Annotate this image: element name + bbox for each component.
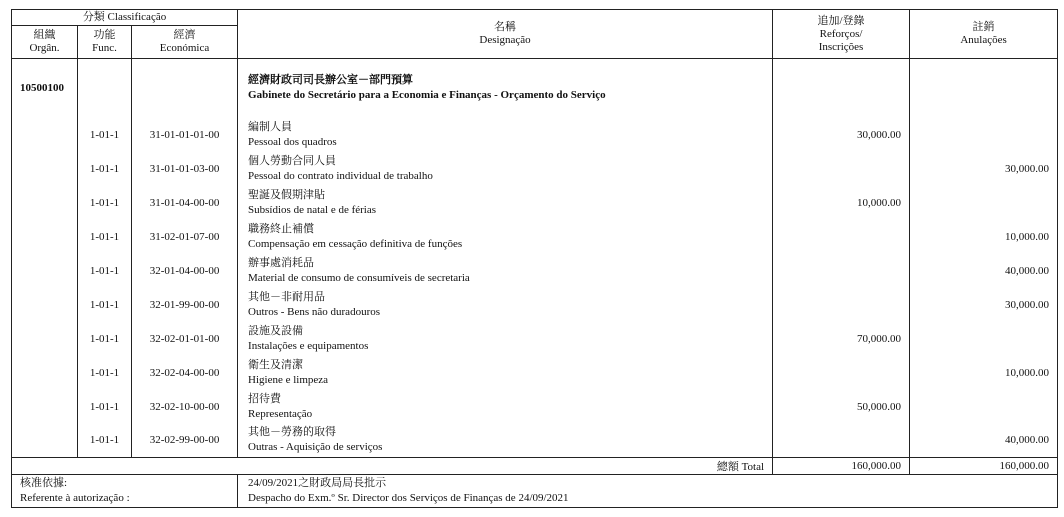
classificacao-header: 分類 Classificação	[12, 10, 238, 26]
reforco-amount: 30,000.00	[773, 118, 910, 152]
anulacao-amount: 10,000.00	[910, 356, 1058, 390]
designacao-zh: 招待費	[248, 392, 282, 405]
organica-cell	[12, 118, 78, 152]
designacao-pt: Subsídios de natal e de férias	[248, 203, 377, 216]
economica-code: 32-02-10-00-00	[132, 390, 238, 424]
designacao-pt: Compensação em cessação definitiva de funções	[248, 237, 463, 250]
budget-line-row	[12, 220, 1058, 254]
designacao-pt: Outras - Aquisição de serviços	[248, 441, 383, 454]
organica-header: 組織 Orgân.	[12, 26, 78, 59]
budget-line-row	[12, 322, 1058, 356]
organica-code: 10500100	[12, 71, 78, 106]
anulacao-amount	[910, 390, 1058, 424]
reforco-amount: 10,000.00	[773, 186, 910, 220]
organica-cell	[12, 254, 78, 288]
designacao-zh: 編制人員	[248, 120, 293, 133]
anulacao-amount	[910, 322, 1058, 356]
designacao-zh: 衛生及清潔	[248, 358, 304, 371]
designacao-zh: 職務終止補償	[248, 222, 315, 235]
designacao-cell	[238, 254, 773, 288]
designacao-cell	[238, 288, 773, 322]
total-reforcos: 160,000.00	[773, 458, 910, 475]
reforco-amount: 50,000.00	[773, 390, 910, 424]
funcional-code: 1-01-1	[78, 288, 132, 322]
budget-line-row	[12, 424, 1058, 458]
budget-line-row	[12, 152, 1058, 186]
budget-line-row	[12, 254, 1058, 288]
economica-code: 31-01-01-03-00	[132, 152, 238, 186]
total-row	[12, 458, 1058, 475]
anulacao-amount: 40,000.00	[910, 254, 1058, 288]
economica-code: 31-02-01-07-00	[132, 220, 238, 254]
authorization-text: 24/09/2021之財政局局長批示 Despacho do Exm.º Sr. Director dos Serviços de Finanças de 24/09/2021	[238, 475, 1058, 508]
economica-code: 31-01-01-01-00	[132, 118, 238, 152]
reforco-amount: 70,000.00	[773, 322, 910, 356]
designacao-cell	[238, 186, 773, 220]
designacao-pt: Instalações e equipamentos	[248, 339, 369, 352]
economica-header: 經濟 Económica	[132, 26, 238, 59]
organica-cell	[12, 152, 78, 186]
funcional-code: 1-01-1	[78, 322, 132, 356]
anulacoes-header: 註銷 Anulações	[910, 10, 1058, 59]
designacao-cell	[238, 118, 773, 152]
reforco-amount	[773, 152, 910, 186]
footer-row	[12, 475, 1058, 508]
reforcos-header: 追加/登錄 Reforços/ Inscrições	[773, 10, 910, 59]
authorization-label: 核准依據: Referente à autorização :	[12, 475, 238, 508]
designacao-cell	[238, 322, 773, 356]
funcional-code: 1-01-1	[78, 186, 132, 220]
budget-line-row	[12, 118, 1058, 152]
reforco-amount	[773, 220, 910, 254]
organica-cell	[12, 220, 78, 254]
designacao-zh: 設施及設備	[248, 324, 304, 337]
budget-line-row	[12, 288, 1058, 322]
funcional-header: 功能 Func.	[78, 26, 132, 59]
anulacao-amount	[910, 186, 1058, 220]
economica-code: 32-02-99-00-00	[132, 424, 238, 458]
section-title: 經濟財政司司長辦公室－部門預算 Gabinete do Secretário para a Economia e Finanças - Orçamento do Serviço	[238, 71, 773, 106]
anulacao-amount: 10,000.00	[910, 220, 1058, 254]
organica-cell	[12, 424, 78, 458]
reforco-amount	[773, 288, 910, 322]
reforco-amount	[773, 356, 910, 390]
designacao-pt: Higiene e limpeza	[248, 373, 329, 386]
budget-line-row	[12, 390, 1058, 424]
designacao-zh: 聖誕及假期津貼	[248, 188, 326, 201]
reforco-amount	[773, 424, 910, 458]
organica-cell	[12, 322, 78, 356]
designacao-zh: 其他－勞務的取得	[248, 426, 337, 439]
organica-cell	[12, 356, 78, 390]
funcional-code: 1-01-1	[78, 118, 132, 152]
funcional-code: 1-01-1	[78, 254, 132, 288]
economica-code: 32-01-04-00-00	[132, 254, 238, 288]
anulacao-amount: 40,000.00	[910, 424, 1058, 458]
funcional-code: 1-01-1	[78, 424, 132, 458]
budget-line-row	[12, 186, 1058, 220]
total-label: 總額 Total	[238, 458, 773, 475]
designacao-cell	[238, 356, 773, 390]
anulacao-amount	[910, 118, 1058, 152]
funcional-code: 1-01-1	[78, 152, 132, 186]
designacao-zh: 其他－非耐用品	[248, 290, 326, 303]
economica-code: 32-02-04-00-00	[132, 356, 238, 390]
economica-code: 31-01-04-00-00	[132, 186, 238, 220]
designacao-pt: Pessoal do contrato individual de trabalho	[248, 169, 433, 182]
designacao-pt: Material de consumo de consumíveis de secretaria	[248, 271, 470, 284]
designacao-zh: 辦事處消耗品	[248, 256, 315, 269]
funcional-code: 1-01-1	[78, 220, 132, 254]
organica-cell	[12, 186, 78, 220]
reforco-amount	[773, 254, 910, 288]
designacao-cell	[238, 152, 773, 186]
designacao-cell	[238, 424, 773, 458]
designacao-header: 名稱 Designação	[238, 10, 773, 59]
funcional-code: 1-01-1	[78, 390, 132, 424]
designacao-pt: Pessoal dos quadros	[248, 135, 337, 148]
budget-line-row	[12, 356, 1058, 390]
designacao-cell	[238, 220, 773, 254]
organica-cell	[12, 288, 78, 322]
designacao-cell	[238, 390, 773, 424]
funcional-code: 1-01-1	[78, 356, 132, 390]
anulacao-amount: 30,000.00	[910, 288, 1058, 322]
anulacao-amount: 30,000.00	[910, 152, 1058, 186]
organica-cell	[12, 390, 78, 424]
economica-code: 32-01-99-00-00	[132, 288, 238, 322]
designacao-pt: Representação	[248, 407, 313, 420]
designacao-pt: Outros - Bens não duradouros	[248, 305, 381, 318]
designacao-zh: 個人勞動合同人員	[248, 154, 337, 167]
section-row	[12, 71, 1058, 106]
total-anulacoes: 160,000.00	[910, 458, 1058, 475]
economica-code: 32-02-01-01-00	[132, 322, 238, 356]
budget-table	[11, 9, 1058, 508]
